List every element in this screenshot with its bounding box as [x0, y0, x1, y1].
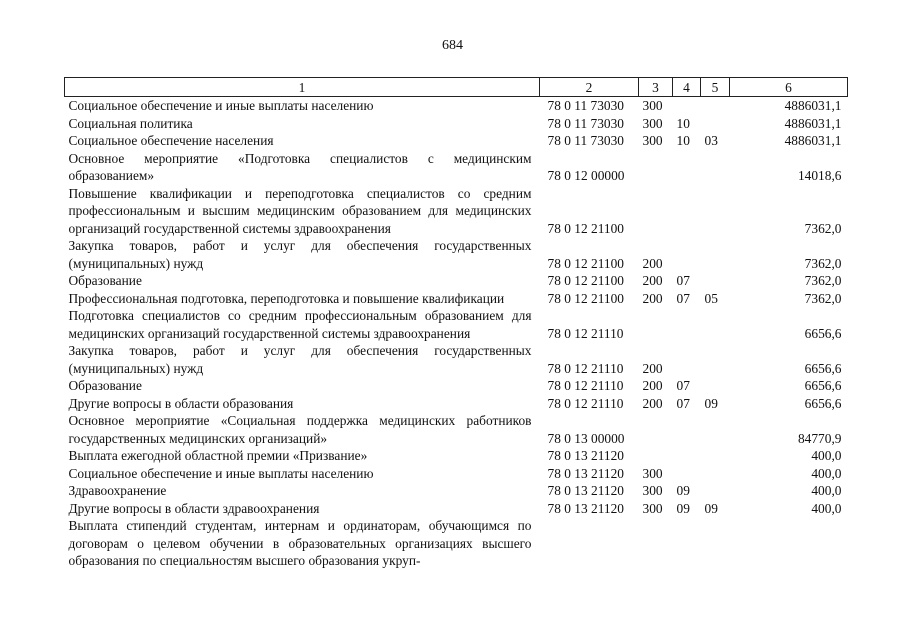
row-name: Закупка товаров, работ и услуг для обеспечения государственных (муниципальных) нужд [68, 238, 532, 271]
row-amount: 6656,6 [804, 360, 842, 376]
page-number: 684 [442, 38, 463, 53]
row-csr-code: 78 0 12 21110 [547, 360, 624, 376]
table-row [65, 185, 848, 238]
row-vr-code: 200 [642, 360, 663, 376]
row-name: Социальное обеспечение населения [68, 133, 274, 148]
row-name: Выплата ежегодной областной премии «Призвание» [68, 448, 368, 463]
column-header-amount: 6 [730, 78, 848, 97]
row-csr-code: 78 0 12 00000 [547, 168, 625, 183]
table-row [65, 377, 848, 395]
row-vr-code: 300 [642, 465, 663, 481]
row-pr-code [701, 465, 730, 483]
row-vr-code [639, 517, 673, 570]
row-name: Выплата стипендий студентам, интернам и ординаторам, обучающимся по договорам о целевом обучении в образовательных организациях высшего образования по специальностям высшего образования укруп- [68, 518, 532, 568]
row-pr-code [701, 185, 730, 238]
table-row [65, 412, 848, 447]
row-rz-code [673, 517, 701, 570]
row-name: Социальное обеспечение и иные выплаты населению [68, 98, 374, 113]
row-pr-code [701, 272, 730, 290]
row-rz-code: 07 [676, 378, 690, 393]
row-amount [730, 517, 848, 570]
row-pr-code [701, 377, 730, 395]
row-csr-code: 78 0 11 73030 [547, 98, 624, 113]
row-rz-code: 07 [676, 290, 690, 306]
row-rz-code: 10 [676, 133, 690, 148]
table-row [65, 150, 848, 185]
row-pr-code: 09 [704, 395, 718, 411]
row-pr-code [701, 115, 730, 133]
table-row [65, 272, 848, 290]
row-amount: 400,0 [811, 448, 842, 463]
row-pr-code: 05 [704, 290, 718, 306]
row-csr-code: 78 0 12 21100 [547, 273, 624, 288]
row-pr-code [701, 237, 730, 272]
column-header-csr: 2 [540, 78, 639, 97]
row-vr-code: 200 [642, 273, 663, 288]
row-rz-code: 09 [676, 483, 690, 498]
row-csr-code: 78 0 12 21110 [547, 395, 624, 411]
row-amount: 6656,6 [804, 325, 842, 341]
row-pr-code: 09 [704, 500, 718, 516]
row-pr-code [701, 447, 730, 465]
row-csr-code: 78 0 12 21100 [547, 290, 624, 306]
row-vr-code: 200 [642, 255, 663, 271]
row-amount: 7362,0 [804, 273, 842, 288]
row-rz-code: 10 [676, 115, 690, 131]
row-csr-code: 78 0 12 21110 [547, 378, 624, 393]
row-name: Подготовка специалистов со средним профессиональным образованием для медицинских организаций государственной системы здравоохранения [68, 308, 532, 341]
table-row [65, 342, 848, 377]
table-row [65, 482, 848, 500]
row-vr-code: 300 [642, 500, 663, 516]
row-pr-code: 03 [704, 133, 718, 148]
row-rz-code [673, 465, 701, 483]
table-row [65, 115, 848, 133]
row-name: Социальное обеспечение и иные выплаты населению [68, 465, 374, 481]
row-amount: 400,0 [811, 465, 842, 481]
row-amount: 84770,9 [797, 430, 842, 446]
row-csr-code: 78 0 13 21120 [547, 500, 624, 516]
row-amount: 7362,0 [804, 220, 842, 236]
table-header [65, 78, 848, 97]
header-row [65, 78, 848, 97]
row-rz-code [673, 237, 701, 272]
row-vr-code [639, 150, 673, 185]
row-csr-code: 78 0 13 21120 [547, 483, 624, 498]
row-amount: 7362,0 [804, 255, 842, 271]
row-amount: 6656,6 [804, 395, 842, 411]
row-amount: 4886031,1 [784, 115, 842, 131]
row-pr-code [701, 517, 730, 570]
row-name: Основное мероприятие «Подготовка специалистов с медицинским образованием» [68, 150, 532, 183]
row-pr-code [701, 307, 730, 342]
row-rz-code: 09 [676, 500, 690, 516]
row-rz-code [673, 307, 701, 342]
row-name: Повышение квалификации и переподготовка специалистов со средним профессиональным и высшим медицинским образованием для медицинских организаций государственной системы здравоохранения [68, 185, 532, 236]
row-csr-code: 78 0 13 21120 [547, 465, 624, 481]
row-name: Другие вопросы в области здравоохранения [68, 500, 320, 516]
row-vr-code: 300 [642, 115, 663, 131]
row-name: Социальная политика [68, 115, 193, 131]
row-rz-code [673, 412, 701, 447]
table-row [65, 307, 848, 342]
row-rz-code: 07 [676, 273, 690, 288]
table-row [65, 465, 848, 483]
row-name: Здравоохранение [68, 483, 167, 498]
row-vr-code: 200 [642, 290, 663, 306]
budget-table [64, 77, 848, 570]
row-pr-code [701, 412, 730, 447]
row-name: Закупка товаров, работ и услуг для обеспечения государственных (муниципальных) нужд [68, 343, 532, 376]
row-rz-code [673, 342, 701, 377]
column-header-rz: 4 [673, 78, 701, 97]
row-vr-code: 300 [642, 98, 663, 113]
row-rz-code [673, 185, 701, 238]
row-csr-code: 78 0 11 73030 [547, 115, 624, 131]
row-name: Другие вопросы в области образования [68, 395, 294, 411]
row-pr-code [701, 342, 730, 377]
table-row [65, 447, 848, 465]
row-csr-code: 78 0 13 21120 [547, 448, 624, 463]
row-amount: 6656,6 [804, 378, 842, 393]
row-csr-code: 78 0 12 21100 [547, 220, 624, 236]
row-amount: 400,0 [811, 483, 842, 498]
row-vr-code: 300 [642, 133, 663, 148]
row-csr-code: 78 0 13 00000 [547, 430, 625, 446]
row-amount: 400,0 [811, 500, 842, 516]
row-name: Основное мероприятие «Социальная поддержка медицинских работников государственных медицинских организаций» [68, 413, 532, 446]
column-header-vr: 3 [639, 78, 673, 97]
column-header-name: 1 [65, 78, 540, 97]
row-csr-code: 78 0 12 21100 [547, 255, 624, 271]
row-pr-code [701, 150, 730, 185]
table-row [65, 395, 848, 413]
table-row [65, 500, 848, 518]
table-row [65, 517, 848, 570]
row-name: Образование [68, 273, 142, 288]
row-pr-code [701, 97, 730, 115]
row-amount: 14018,6 [797, 168, 842, 183]
row-pr-code [701, 482, 730, 500]
row-rz-code: 07 [676, 395, 690, 411]
row-csr-code: 78 0 11 73030 [547, 133, 624, 148]
row-csr-code: 78 0 12 21110 [547, 325, 624, 341]
row-amount: 4886031,1 [784, 98, 842, 113]
row-rz-code [673, 150, 701, 185]
table-body [65, 97, 848, 570]
table-row [65, 132, 848, 150]
table-row [65, 237, 848, 272]
row-rz-code [673, 97, 701, 115]
row-amount: 7362,0 [804, 290, 842, 306]
row-vr-code [639, 412, 673, 447]
row-name: Образование [68, 378, 142, 393]
row-vr-code: 200 [642, 378, 663, 393]
row-vr-code: 200 [642, 395, 663, 411]
table-row [65, 290, 848, 308]
table-row [65, 97, 848, 115]
row-rz-code [673, 447, 701, 465]
row-vr-code [639, 307, 673, 342]
row-csr-code [540, 517, 639, 570]
row-amount: 4886031,1 [784, 133, 842, 148]
column-header-pr: 5 [701, 78, 730, 97]
row-vr-code [639, 447, 673, 465]
row-vr-code [639, 185, 673, 238]
row-name: Профессиональная подготовка, переподготовка и повышение квалификации [68, 290, 505, 306]
row-vr-code: 300 [642, 483, 663, 498]
